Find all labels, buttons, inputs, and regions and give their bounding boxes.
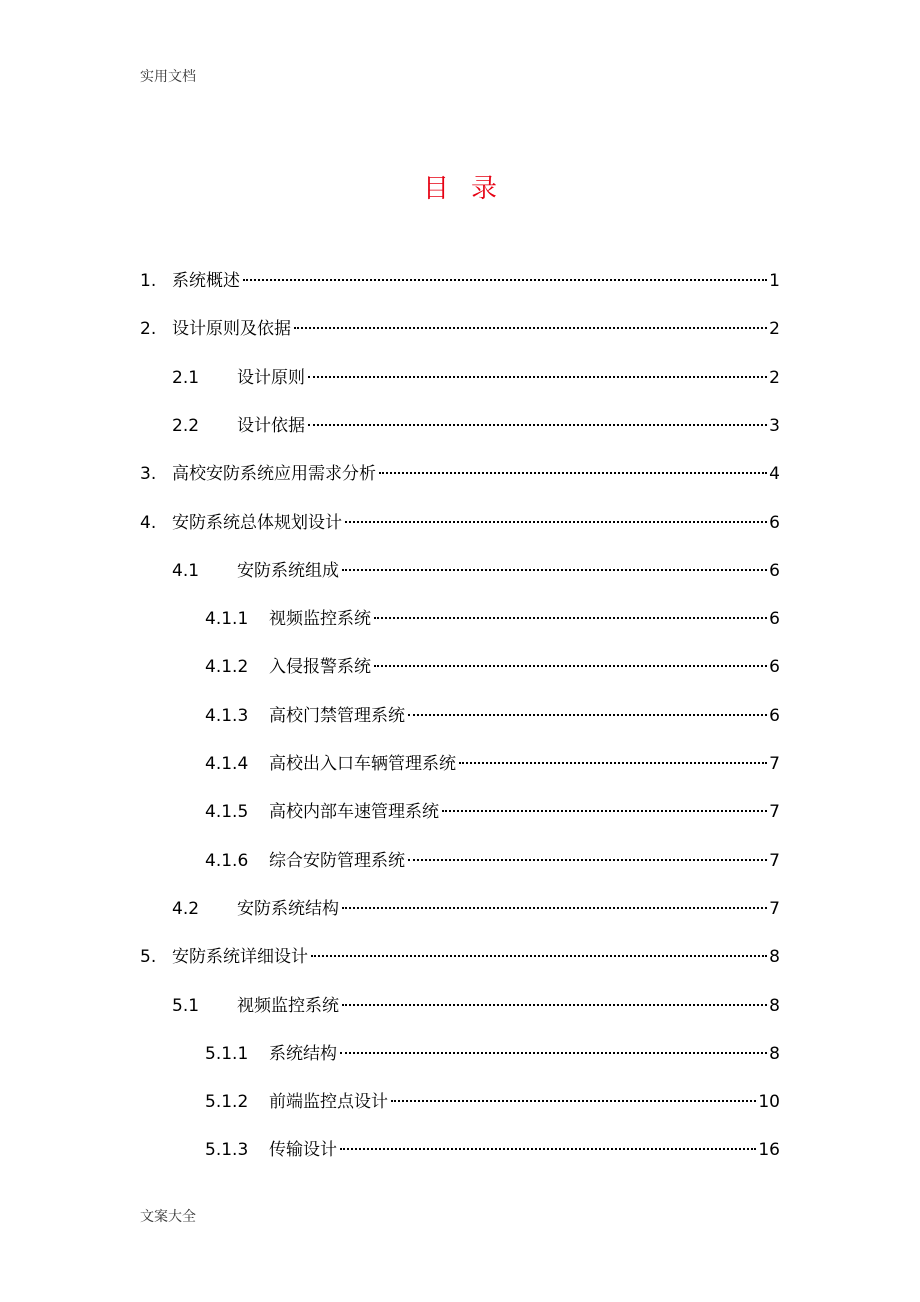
- toc-entry-label: 综合安防管理系统: [269, 850, 405, 871]
- toc-entry-page: 16: [758, 1140, 780, 1161]
- toc-entry[interactable]: [205, 1041, 780, 1067]
- toc-dot-leader: [391, 1100, 756, 1102]
- toc-entry-page: 1: [769, 271, 780, 291]
- toc-entry-page: 7: [769, 802, 780, 823]
- toc-dot-leader: [340, 1052, 767, 1054]
- toc-entry[interactable]: [172, 993, 780, 1019]
- toc-entry-number: 4.1.2: [205, 657, 249, 678]
- toc-entry[interactable]: [205, 1089, 780, 1115]
- toc-entry[interactable]: [205, 1137, 780, 1163]
- toc-dot-leader: [294, 327, 767, 329]
- toc-dot-leader: [345, 521, 767, 523]
- toc-entry-label: 安防系统详细设计: [172, 947, 308, 968]
- toc-dot-leader: [311, 955, 767, 957]
- toc-dot-leader: [342, 907, 767, 909]
- toc-entry-page: 7: [769, 850, 780, 871]
- toc-dot-leader: [459, 762, 767, 764]
- toc-entry-number: 4.1.5: [205, 802, 249, 823]
- toc-entry-label: 设计依据: [237, 415, 305, 436]
- toc-dot-leader: [308, 424, 767, 426]
- toc-entry-label: 安防系统结构: [237, 898, 339, 919]
- toc-entry-page: 7: [769, 754, 780, 774]
- toc-entry-label: 入侵报警系统: [269, 657, 371, 678]
- toc-entry[interactable]: [205, 751, 780, 777]
- toc-entry-page: 2: [769, 319, 780, 340]
- toc-title: 目录: [422, 174, 519, 204]
- toc-entry-page: 6: [769, 560, 780, 581]
- toc-entry-label: 设计原则: [237, 367, 305, 388]
- toc-entry[interactable]: [140, 316, 780, 342]
- toc-entry-page: 2: [769, 367, 780, 388]
- toc-entry-page: 10: [758, 1092, 780, 1113]
- toc-entry-number: 2.2: [172, 415, 200, 436]
- toc-entry-label: 安防系统总体规划设计: [172, 512, 342, 533]
- toc-entry-number: 1.: [140, 271, 157, 291]
- toc-entry-number: 4.: [140, 512, 157, 533]
- toc-entry-page: 3: [769, 415, 780, 436]
- toc-entry-label: 安防系统组成: [237, 560, 339, 581]
- toc-entry[interactable]: [205, 848, 780, 874]
- toc-dot-leader: [442, 810, 767, 812]
- toc-entry-number: 4.1.1: [205, 609, 249, 630]
- toc-entry-page: 6: [769, 609, 780, 630]
- toc-entry-page: 7: [769, 898, 780, 919]
- toc-entry-page: 6: [769, 705, 780, 726]
- toc-entry[interactable]: [172, 896, 780, 922]
- toc-entry-label: 系统结构: [269, 1043, 337, 1064]
- toc-entry[interactable]: [172, 558, 780, 584]
- toc-entry-page: 6: [769, 512, 780, 533]
- toc-entry-label: 视频监控系统: [269, 609, 371, 630]
- toc-entry-label: 前端监控点设计: [269, 1092, 388, 1113]
- toc-entry-page: 4: [769, 464, 780, 485]
- toc-entry[interactable]: [205, 799, 780, 825]
- toc-dot-leader: [340, 1148, 756, 1150]
- toc-entry-number: 5.: [140, 947, 157, 968]
- toc-entry[interactable]: [140, 510, 780, 536]
- toc-dot-leader: [342, 569, 767, 571]
- toc-entry-label: 高校安防系统应用需求分析: [172, 464, 376, 485]
- toc-dot-leader: [342, 1004, 767, 1006]
- toc-dot-leader: [243, 279, 767, 281]
- toc-entry-label: 视频监控系统: [237, 995, 339, 1016]
- toc-entry-label: 系统概述: [172, 271, 240, 291]
- page-footer: 文案大全: [140, 1209, 196, 1225]
- toc-entry-label: 高校内部车速管理系统: [269, 802, 439, 823]
- toc-entry-page: 8: [769, 1043, 780, 1064]
- toc-entry-number: 5.1.3: [205, 1140, 249, 1161]
- toc-entry-number: 4.1.3: [205, 705, 249, 726]
- page-header: 实用文档: [140, 69, 196, 85]
- toc-entry-number: 2.: [140, 319, 157, 340]
- toc-dot-leader: [374, 617, 767, 619]
- toc-entry-label: 高校门禁管理系统: [269, 705, 405, 726]
- toc-entry[interactable]: [140, 461, 780, 487]
- toc-dot-leader: [374, 665, 767, 667]
- toc-entry-label: 传输设计: [269, 1140, 337, 1161]
- toc-entry[interactable]: [172, 365, 780, 391]
- toc-entry-number: 3.: [140, 464, 157, 485]
- toc-dot-leader: [308, 376, 767, 378]
- toc-entry-number: 4.2: [172, 898, 200, 919]
- toc-entry-number: 5.1.2: [205, 1092, 249, 1113]
- toc-entry[interactable]: [140, 944, 780, 970]
- toc-dot-leader: [408, 859, 767, 861]
- toc-entry[interactable]: [205, 606, 780, 632]
- toc-entry-number: 5.1: [172, 995, 200, 1016]
- toc-entry-page: 8: [769, 995, 780, 1016]
- toc-entry-page: 6: [769, 657, 780, 678]
- toc-dot-leader: [379, 472, 767, 474]
- toc-entry-label: 设计原则及依据: [172, 319, 291, 340]
- toc-entry-page: 8: [769, 947, 780, 968]
- toc-entry[interactable]: [205, 703, 780, 729]
- toc-entry-number: 4.1.4: [205, 754, 249, 774]
- toc-entry-number: 4.1.6: [205, 850, 249, 871]
- toc-entry[interactable]: [140, 268, 780, 294]
- toc-entry-number: 4.1: [172, 560, 200, 581]
- toc-entry-number: 5.1.1: [205, 1043, 249, 1064]
- toc-entry-number: 2.1: [172, 367, 200, 388]
- toc-dot-leader: [408, 714, 767, 716]
- toc-entry[interactable]: [205, 654, 780, 680]
- toc-entry[interactable]: [172, 413, 780, 439]
- toc-entry-label: 高校出入口车辆管理系统: [269, 754, 456, 774]
